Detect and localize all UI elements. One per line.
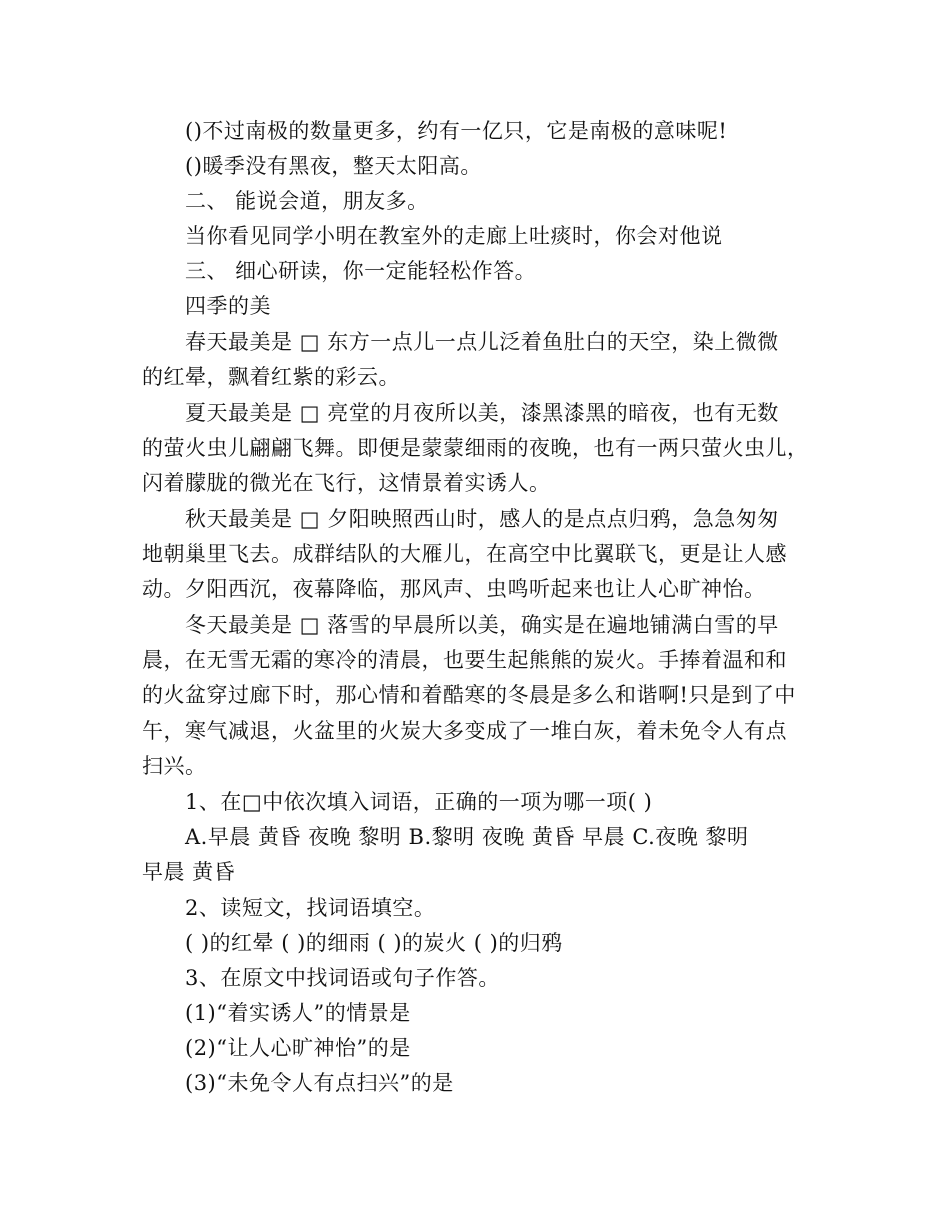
text-line: 夏天最美是 □ 亮堂的月夜所以美，漆黑漆黑的暗夜，也有无数 <box>185 401 779 425</box>
text-line: 午，寒气减退，火盆里的火炭大多变成了一堆白灰，着未免令人有点 <box>142 719 787 743</box>
text-line: 秋天最美是 □ 夕阳映照西山时，感人的是点点归鸦，急急匆匆 <box>185 507 779 531</box>
sub-question: (1)“着实诱人”的情景是 <box>185 1001 411 1025</box>
section-heading: 三、 细心研读，你一定能轻松作答。 <box>185 259 537 283</box>
sub-question: (2)“让人心旷神怡”的是 <box>185 1036 411 1060</box>
question-1: 1、在□中依次填入词语，正确的一项为哪一项( ) <box>185 790 653 814</box>
fill-blanks: ( )的红晕 ( )的细雨 ( )的炭火 ( )的归鸦 <box>185 931 563 955</box>
text-line: 动。夕阳西沉，夜幕降临，那风声、虫鸣听起来也让人心旷神怡。 <box>142 577 766 601</box>
sub-question: (3)“未免令人有点扫兴”的是 <box>185 1071 454 1095</box>
answer-options: A.早晨 黄昏 夜晚 黎明 B.黎明 夜晚 黄昏 早晨 C.夜晚 黎明 <box>185 825 749 849</box>
text-line: 当你看见同学小明在教室外的走廊上吐痰时，你会对他说 <box>185 224 723 248</box>
text-line: 扫兴。 <box>142 754 207 778</box>
text-line: 的萤火虫儿翩翩飞舞。即便是蒙蒙细雨的夜晚，也有一两只萤火虫儿， <box>142 436 809 460</box>
passage-title: 四季的美 <box>185 294 271 318</box>
text-line: 冬天最美是 □ 落雪的早晨所以美，确实是在遍地铺满白雪的早 <box>185 613 779 637</box>
text-line: 闪着朦胧的微光在飞行，这情景着实诱人。 <box>142 471 551 495</box>
question-2: 2、读短文，找词语填空。 <box>185 896 436 920</box>
answer-options: 早晨 黄昏 <box>142 860 236 884</box>
text-line: 的红晕，飘着红紫的彩云。 <box>142 365 400 389</box>
text-line: 晨，在无雪无霜的寒冷的清晨，也要生起熊熊的炭火。手捧着温和和 <box>142 648 787 672</box>
text-line: 地朝巢里飞去。成群结队的大雁儿，在高空中比翼联飞，更是让人感 <box>142 542 787 566</box>
question-3: 3、在原文中找词语或句子作答。 <box>185 966 500 990</box>
text-line: ()不过南极的数量更多，约有一亿只，它是南极的意味呢! <box>185 119 728 143</box>
text-line: 的火盆穿过廊下时，那心情和着酷寒的冬晨是多么和谐啊!只是到了中 <box>142 683 796 707</box>
section-heading: 二、 能说会道，朋友多。 <box>185 189 429 213</box>
text-line: ()暖季没有黑夜，整天太阳高。 <box>185 154 482 178</box>
text-line: 春天最美是 □ 东方一点儿一点儿泛着鱼肚白的天空，染上微微 <box>185 330 779 354</box>
